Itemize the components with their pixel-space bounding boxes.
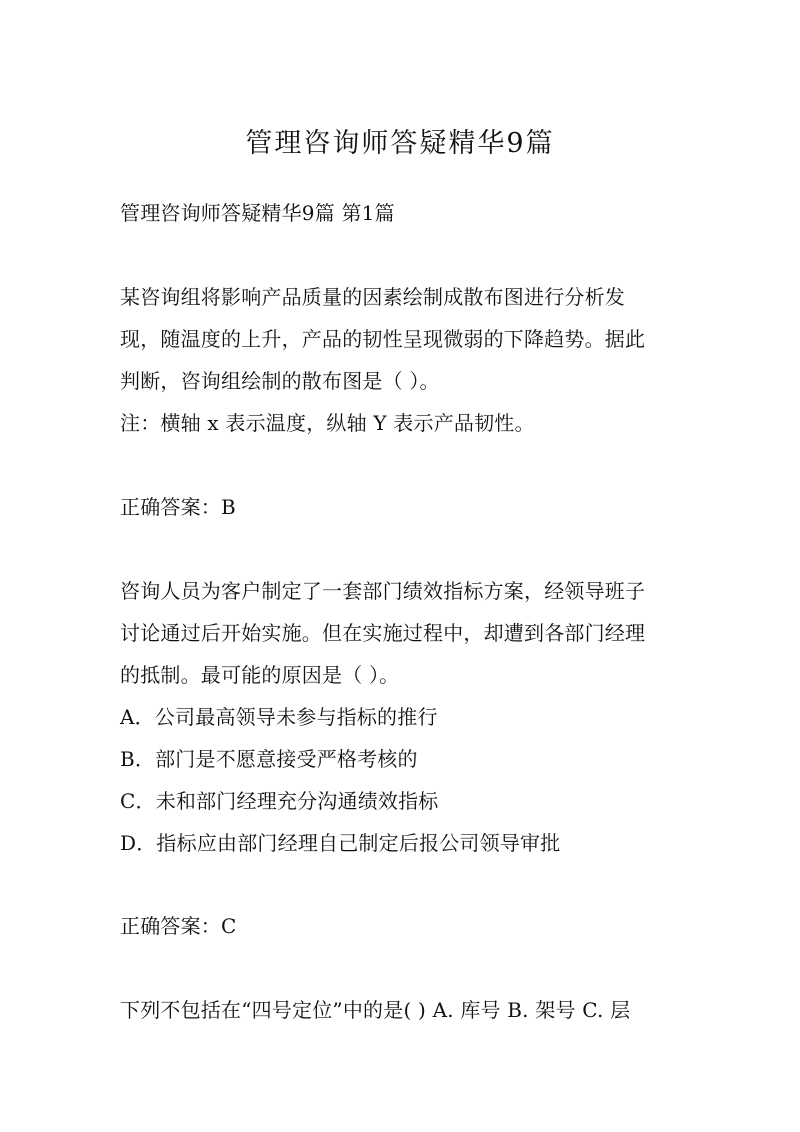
question-1-line-1: 某咨询组将影响产品质量的因素绘制成散布图进行分析发: [120, 285, 625, 309]
question-2-line-2: 讨论通过后开始实施。但在实施过程中，却遭到各部门经理: [120, 621, 646, 645]
question-3-line-1: 下列不包括在“四号定位”中的是( ) A. 库号 B. 架号 C. 层: [120, 998, 631, 1022]
question-2-answer: 正确答案：C: [120, 914, 237, 938]
question-2-option-b: B．部门是不愿意接受严格考核的: [120, 747, 418, 771]
question-1-answer: 正确答案：B: [120, 495, 236, 519]
section-subtitle: 管理咨询师答疑精华9篇 第1篇: [120, 201, 395, 225]
question-1-line-3: 判断，咨询组绘制的散布图是（ ）。: [120, 369, 440, 393]
question-2-option-a: A．公司最高领导未参与指标的推行: [120, 705, 438, 729]
question-1-line-2: 现，随温度的上升，产品的韧性呈现微弱的下降趋势。据此: [120, 327, 646, 351]
question-2-line-1: 咨询人员为客户制定了一套部门绩效指标方案，经领导班子: [120, 579, 646, 603]
document-title: 管理咨询师答疑精华9篇: [245, 128, 555, 159]
question-2-option-d: D．指标应由部门经理自己制定后报公司领导审批: [120, 831, 561, 855]
question-2-option-c: C．未和部门经理充分沟通绩效指标: [120, 789, 439, 813]
question-1-note: 注：横轴 x 表示温度，纵轴 Y 表示产品韧性。: [120, 411, 535, 435]
question-2-line-3: 的抵制。最可能的原因是（ ）。: [120, 663, 400, 687]
